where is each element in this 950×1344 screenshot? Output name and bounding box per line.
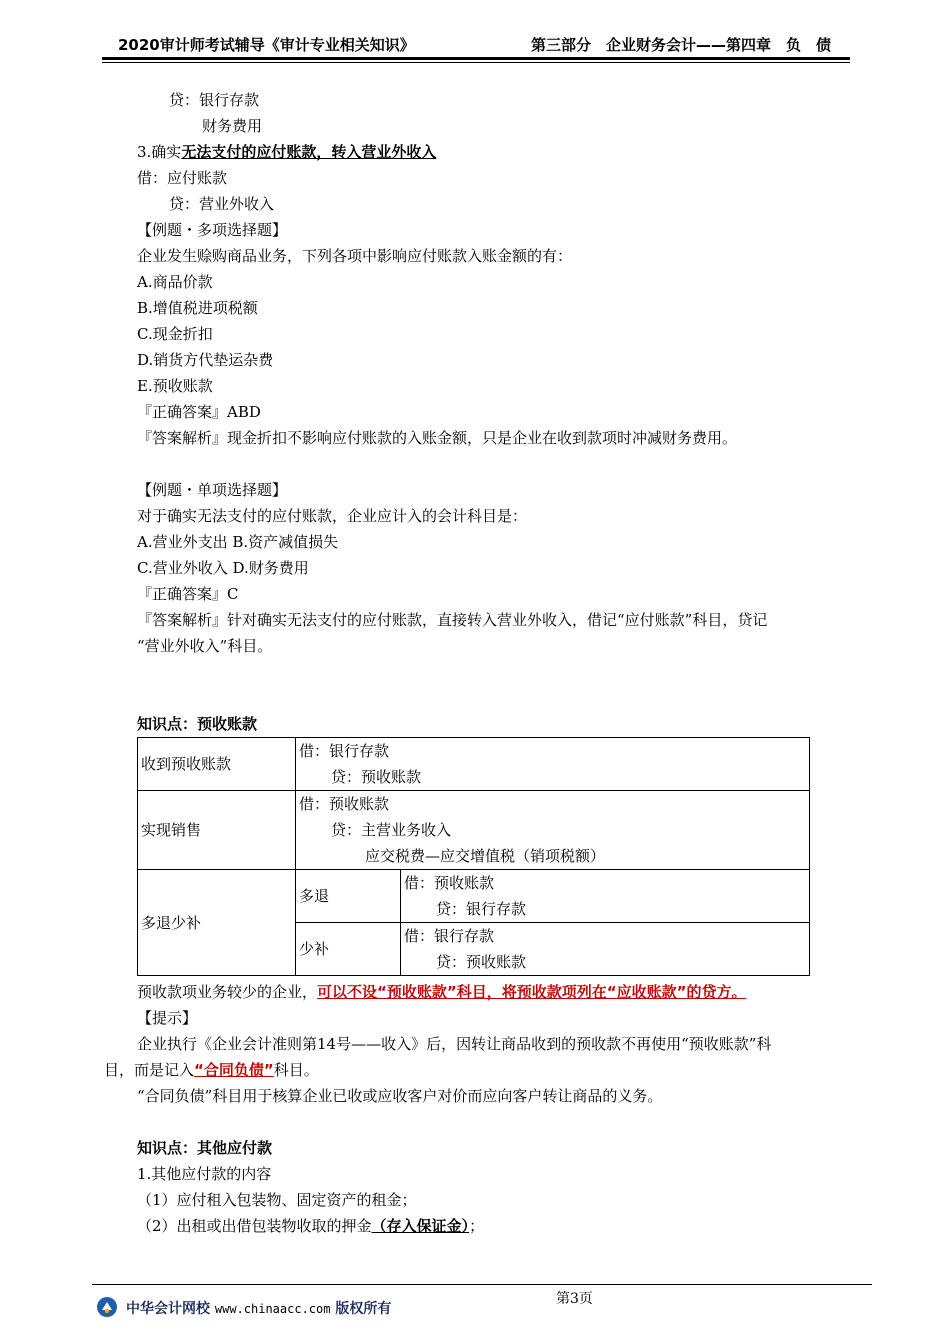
text-line: （2）出租或出借包装物收取的押金（存入保证金）； bbox=[137, 1217, 485, 1235]
header-rule-thin bbox=[102, 62, 850, 63]
analysis: 『答案解析』针对确实无法支付的应付账款，直接转入营业外收入，借记“应付账款”科目，贷记 bbox=[137, 611, 768, 629]
footer-brand: 中华会计网校 www.chinaacc.com 版权所有 bbox=[126, 1301, 392, 1317]
header-rule bbox=[102, 57, 850, 60]
brand-logo-icon bbox=[96, 1296, 118, 1318]
tip-line: “合同负债”科目用于核算企业已收或应收客户对价而应向客户转让商品的义务。 bbox=[137, 1087, 663, 1105]
text-line: 1.其他应付款的内容 bbox=[137, 1165, 272, 1183]
option: A.营业外支出 B.资产减值损失 bbox=[137, 533, 339, 551]
note-line: 预收款项业务较少的企业，可以不设“预收账款”科目，将预收款项列在“应收账款”的贷方。 bbox=[137, 983, 747, 1001]
analysis: “营业外收入”科目。 bbox=[137, 637, 273, 655]
option: C.现金折扣 bbox=[137, 325, 213, 343]
question-stem: 对于确实无法支付的应付账款，企业应计入的会计科目是： bbox=[137, 507, 528, 525]
text-emphasis: （存入保证金） bbox=[371, 1217, 470, 1235]
text-line: （1）应付租入包装物、固定资产的租金； bbox=[137, 1191, 417, 1209]
row-entry: 借：银行存款 贷：预收账款 bbox=[296, 738, 810, 791]
option: C.营业外收入 D.财务费用 bbox=[137, 559, 309, 577]
footer-url[interactable]: www.chinaacc.com bbox=[214, 1302, 331, 1316]
option: B.增值税进项税额 bbox=[137, 299, 258, 317]
table-row bbox=[138, 870, 810, 923]
question-tag: 【例题・单项选择题】 bbox=[137, 481, 288, 499]
row-entry: 借：预收账款 贷：主营业务收入 应交税费—应交增值税（销项税额） bbox=[296, 791, 810, 870]
answer: 『正确答案』C bbox=[137, 585, 239, 603]
text-line: 财务费用 bbox=[202, 117, 263, 135]
knowledge-title: 知识点：其他应付款 bbox=[137, 1139, 273, 1157]
question-tag: 【例题・多项选择题】 bbox=[137, 221, 288, 239]
page-number: 第3页 bbox=[556, 1291, 593, 1307]
option: D.销货方代垫运杂费 bbox=[137, 351, 274, 369]
section-heading bbox=[137, 142, 436, 162]
answer: 『正确答案』ABD bbox=[137, 403, 261, 421]
text-line: 贷：营业外收入 bbox=[169, 195, 275, 213]
row-label: 收到预收账款 bbox=[138, 738, 296, 791]
note-emphasis: 可以不设“预收账款”科目，将预收款项列在“应收账款”的贷方。 bbox=[317, 983, 747, 1001]
header-title: 2020审计师考试辅导《审计专业相关知识》 bbox=[118, 36, 415, 54]
row-entry: 借：银行存款 贷：预收账款 bbox=[401, 923, 810, 976]
tip-tag: 【提示】 bbox=[137, 1009, 198, 1027]
page-header bbox=[104, 30, 851, 54]
knowledge-title: 知识点：预收账款 bbox=[137, 715, 258, 733]
option: A.商品价款 bbox=[137, 273, 213, 291]
heading-prefix: 3.确实 bbox=[137, 143, 182, 161]
sub-label: 少补 bbox=[296, 923, 401, 976]
table-row bbox=[138, 738, 810, 791]
header-chapter: 第三部分 企业财务会计——第四章 负 债 bbox=[530, 36, 831, 54]
tip-emphasis: “合同负债” bbox=[194, 1061, 274, 1079]
heading-emphasis: 无法支付的应付账款，转入营业外收入 bbox=[181, 143, 437, 161]
tip-line: 企业执行《企业会计准则第14号——收入》后，因转让商品收到的预收款不再使用“预收账款”科 bbox=[137, 1035, 772, 1053]
tip-line: 目，而是记入“合同负债”科目。 bbox=[104, 1061, 319, 1079]
table-row bbox=[138, 791, 810, 870]
row-entry: 借：预收账款 贷：银行存款 bbox=[401, 870, 810, 923]
sub-label: 多退 bbox=[296, 870, 401, 923]
text-line: 贷：银行存款 bbox=[169, 91, 260, 109]
journal-table bbox=[137, 737, 810, 976]
footer-rule bbox=[92, 1284, 872, 1285]
option: E.预收账款 bbox=[137, 377, 213, 395]
row-label: 实现销售 bbox=[138, 791, 296, 870]
row-label: 多退少补 bbox=[138, 870, 296, 976]
analysis: 『答案解析』现金折扣不影响应付账款的入账金额，只是企业在收到款项时冲减财务费用。 bbox=[137, 429, 738, 447]
text-line: 借：应付账款 bbox=[137, 169, 228, 187]
question-stem: 企业发生赊购商品业务，下列各项中影响应付账款入账金额的有： bbox=[137, 247, 573, 265]
